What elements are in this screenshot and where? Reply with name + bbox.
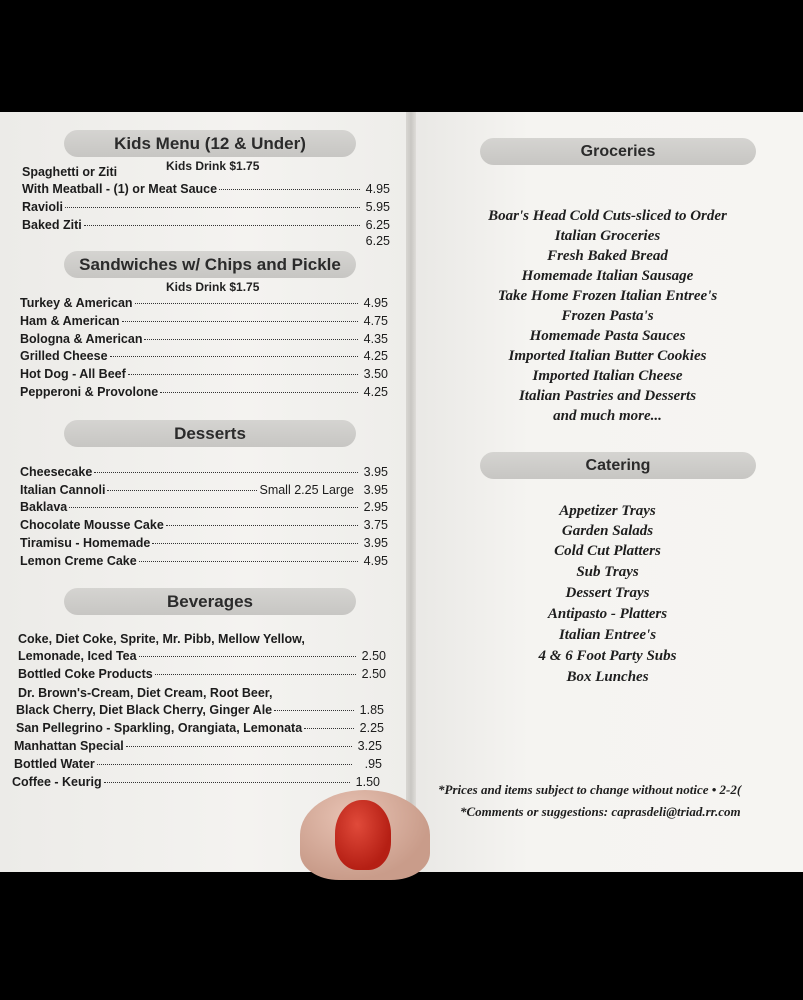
catering-item: Garden Salads [561,523,654,539]
dessert-row: Tiramisu - Homemade 3.95 [20,536,388,550]
sandwich-row: Hot Dog - All Beef 3.50 [20,367,388,381]
right-page [412,112,803,872]
grocery-item: Fresh Baked Bread [547,248,668,264]
prices-note: *Prices and items subject to change without notice • 2-2( [438,782,742,797]
catering-item: Box Lunches [566,669,649,685]
sandwiches-drink-note: Kids Drink $1.75 [166,280,260,294]
grocery-item: Take Home Frozen Italian Entree's [497,288,718,304]
grocery-item: Italian Pastries and Desserts [518,388,697,404]
grocery-item: Boar's Head Cold Cuts-sliced to Order [488,208,727,224]
grocery-item: and much more... [553,408,662,424]
sandwich-row: Grilled Cheese 4.25 [20,349,388,363]
kids-item-row: Baked Ziti 6.25 [22,218,390,232]
kids-item-row: Ravioli 5.95 [22,200,390,214]
kids-item-spaghetti: Spaghetti or Ziti [22,165,118,179]
kids-menu-banner [64,130,356,157]
grocery-item: Frozen Pasta's [561,308,654,324]
sandwich-row: Turkey & American 4.95 [20,296,388,310]
page-fold [406,112,416,872]
beverage-row: Bottled Water .95 [14,757,382,771]
beverage-row: Bottled Coke Products 2.50 [18,667,386,681]
menu-paper [0,112,803,872]
dessert-row: Chocolate Mousse Cake 3.75 [20,518,388,532]
sandwiches-title: Sandwiches w/ Chips and Pickle [79,254,341,274]
catering-item: Cold Cut Platters [554,543,661,559]
beverage-row: Coffee - Keurig 1.50 [12,775,380,789]
catering-item: Dessert Trays [565,585,650,601]
comments-note: *Comments or suggestions: caprasdeli@triad.rr.com [460,804,741,819]
catering-title: Catering [585,456,651,474]
desserts-title: Desserts [174,423,246,443]
dessert-row: Lemon Creme Cake 4.95 [20,554,388,568]
beverage-line: Coke, Diet Coke, Sprite, Mr. Pibb, Mellow Yellow, [18,632,305,646]
kids-drink-note: Kids Drink $1.75 [166,159,260,173]
beverage-row: San Pellegrino - Sparkling, Orangiata, Lemonata 2.25 [16,721,384,735]
beverage-row: Manhattan Special 3.25 [14,739,382,753]
dessert-row: Baklava 2.95 [20,500,388,514]
beverage-row: Lemonade, Iced Tea 2.50 [18,649,386,663]
desserts-banner [64,420,356,447]
catering-item: Italian Entree's [558,627,657,643]
grocery-item: Homemade Italian Sausage [521,268,694,284]
red-fingernail [335,800,391,870]
kids-item-row: 6.25 [365,234,390,248]
beverage-line: Dr. Brown's-Cream, Diet Cream, Root Beer, [18,686,273,700]
groceries-banner [480,138,756,165]
kids-menu-title: Kids Menu (12 & Under) [114,133,306,153]
kids-item-row: With Meatball - (1) or Meat Sauce 4.95 [22,182,390,196]
catering-item: Sub Trays [576,564,639,580]
grocery-item: Italian Groceries [554,228,661,244]
catering-banner [480,452,756,479]
catering-item: Appetizer Trays [559,503,656,519]
groceries-title: Groceries [580,142,656,160]
sandwiches-banner [64,251,356,278]
beverages-banner [64,588,356,615]
catering-item: 4 & 6 Foot Party Subs [538,648,677,664]
dessert-row: Cheesecake 3.95 [20,465,388,479]
grocery-item: Imported Italian Butter Cookies [508,348,707,364]
dessert-row: Italian Cannoli Small 2.25 Large 3.95 [20,483,388,497]
grocery-item: Imported Italian Cheese [532,368,683,384]
beverage-row: Black Cherry, Diet Black Cherry, Ginger Ale 1.85 [16,703,384,717]
grocery-item: Homemade Pasta Sauces [529,328,686,344]
sandwich-row: Ham & American 4.75 [20,314,388,328]
catering-item: Antipasto - Platters [547,606,668,622]
sandwich-row: Bologna & American 4.35 [20,332,388,346]
beverages-title: Beverages [166,591,253,611]
sandwich-row: Pepperoni & Provolone 4.25 [20,385,388,399]
